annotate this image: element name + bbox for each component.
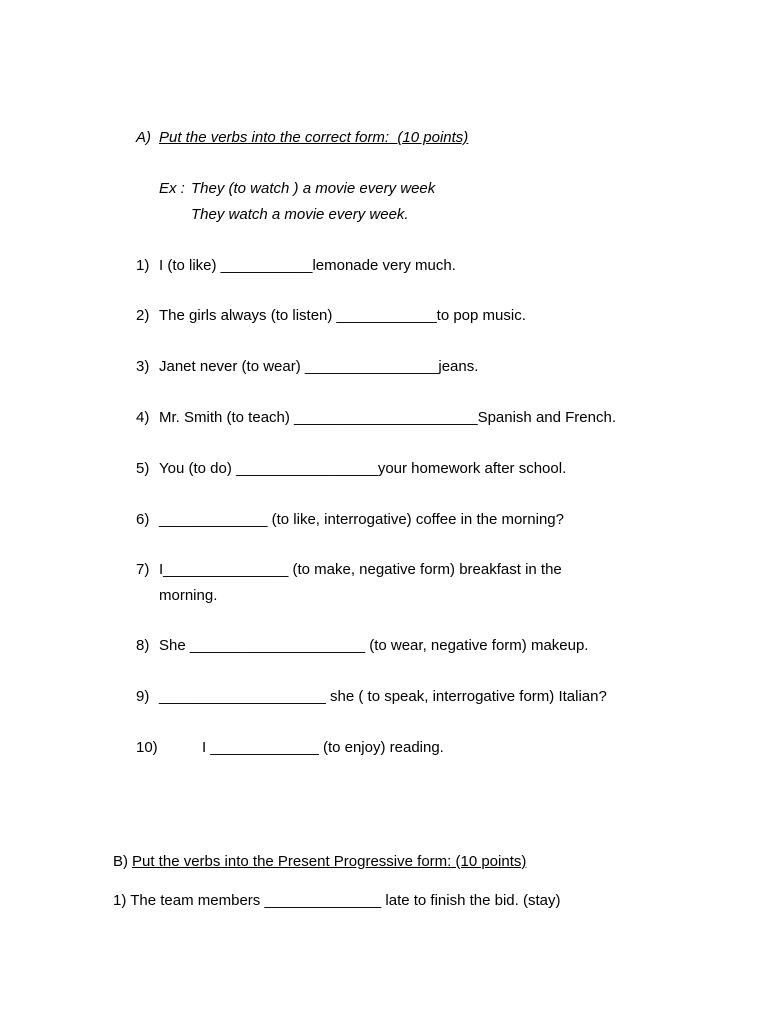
example-line-1: They (to watch ) a movie every week bbox=[191, 180, 436, 197]
item-5-number: 5) bbox=[136, 460, 150, 477]
item-7-text-continued: morning. bbox=[159, 587, 218, 604]
item-10-number: 10) bbox=[136, 739, 158, 756]
item-7-number: 7) bbox=[136, 561, 150, 578]
section-b-item-1: 1) The team members ______________ late to finish the bid. (stay) bbox=[113, 892, 561, 909]
section-b-title: Put the verbs into the Present Progressive form: (10 points) bbox=[132, 853, 527, 870]
item-7-text: I_______________ (to make, negative form) breakfast in the bbox=[159, 561, 562, 578]
section-a-title: Put the verbs into the correct form: (10 points) bbox=[159, 129, 469, 146]
section-a-marker: A) bbox=[136, 129, 151, 146]
item-3-text: Janet never (to wear) ________________jeans. bbox=[159, 358, 479, 375]
item-10-text: I _____________ (to enjoy) reading. bbox=[202, 739, 444, 756]
item-9-text: ____________________ she ( to speak, interrogative form) Italian? bbox=[159, 688, 607, 705]
item-2-text: The girls always (to listen) ____________to pop music. bbox=[159, 307, 526, 324]
item-1-text: I (to like) ___________lemonade very much. bbox=[159, 257, 456, 274]
item-6-text: _____________ (to like, interrogative) coffee in the morning? bbox=[159, 511, 564, 528]
item-3-number: 3) bbox=[136, 358, 150, 375]
item-8-number: 8) bbox=[136, 637, 150, 654]
item-5-text: You (to do) _________________your homework after school. bbox=[159, 460, 567, 477]
item-8-text: She _____________________ (to wear, negative form) makeup. bbox=[159, 637, 589, 654]
item-2-number: 2) bbox=[136, 307, 150, 324]
item-4-number: 4) bbox=[136, 409, 150, 426]
example-line-2: They watch a movie every week. bbox=[191, 206, 409, 223]
item-1-number: 1) bbox=[136, 257, 150, 274]
item-6-number: 6) bbox=[136, 511, 150, 528]
section-b-marker: B) bbox=[113, 853, 128, 870]
item-9-number: 9) bbox=[136, 688, 150, 705]
example-prefix: Ex : bbox=[159, 180, 185, 197]
item-4-text: Mr. Smith (to teach) ______________________Spanish and French. bbox=[159, 409, 616, 426]
